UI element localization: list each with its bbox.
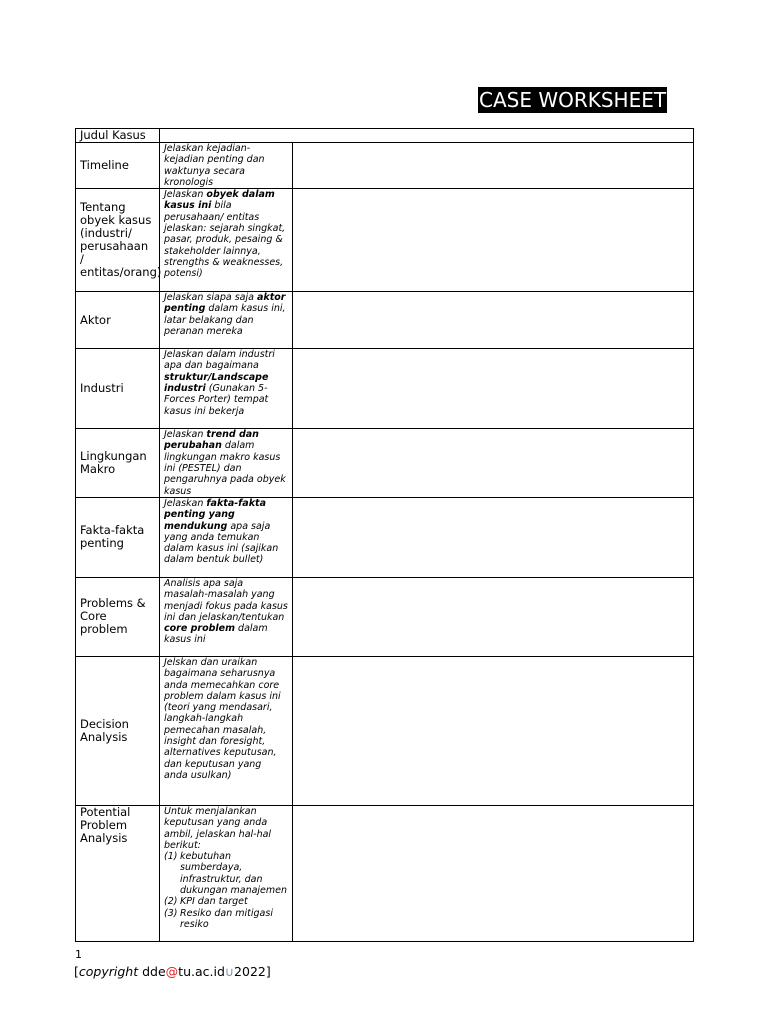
row-label: Decision Analysis: [76, 656, 160, 805]
row-problems: [76, 577, 694, 656]
page-number: 1: [75, 948, 82, 961]
row-label: Timeline: [76, 143, 160, 189]
requirements-list: [164, 851, 288, 930]
row-instruction: Jelaskan dalam industri apa dan bagaimana struktur/Landscape industri (Gunakan 5-Forces Porter) tempat kasus ini bekerja: [160, 349, 293, 429]
row-instruction: Untuk menjalankan keputusan yang anda ambil, jelaskan hal-hal berikut: (1) kebutuhan sumberdaya, infrastruktur, dan dukungan manajemen (2) KPI dan target (3) Resiko dan mitigasi resiko: [160, 805, 293, 941]
judul-kasus-field[interactable]: [160, 129, 694, 143]
row-instruction: Jelaskan kejadian-kejadian penting dan waktunya secara kronologis: [160, 143, 293, 189]
answer-cell[interactable]: [293, 143, 694, 189]
row-instruction: Jelaskan siapa saja aktor penting dalam kasus ini, latar belakang dan peranan mereka: [160, 292, 293, 349]
row-label: Aktor: [76, 292, 160, 349]
answer-cell[interactable]: [293, 189, 694, 292]
list-item: (3) Resiko dan mitigasi resiko: [164, 907, 273, 930]
row-instruction: Jelaskan fakta-fakta penting yang mendukung apa saja yang anda temukan dalam kasus ini (sajikan dalam bentuk bullet): [160, 497, 293, 577]
row-judul-kasus: [76, 129, 694, 143]
row-instruction: Jelaskan trend dan perubahan dalam lingkungan makro kasus ini (PESTEL) dan pengaruhnya pada obyek kasus: [160, 429, 293, 498]
row-instruction: Jelaskan obyek dalam kasus ini bila perusahaan/ entitas jelaskan: sejarah singkat, pasar, produk, pesaing & stakeholder lainnya, strengths & weaknesses, potensi): [160, 189, 293, 292]
row-instruction: Analisis apa saja masalah-masalah yang menjadi fokus pada kasus ini dan jelaskan/tentukan core problem dalam kasus ini: [160, 577, 293, 656]
row-label: Fakta-fakta penting: [76, 497, 160, 577]
row-tentang-obyek: [76, 189, 694, 292]
answer-cell[interactable]: [293, 349, 694, 429]
answer-cell[interactable]: [293, 429, 694, 498]
row-fakta-fakta: [76, 497, 694, 577]
row-label: Potential Problem Analysis: [76, 805, 160, 941]
answer-cell[interactable]: [293, 656, 694, 805]
row-industri: [76, 349, 694, 429]
answer-cell[interactable]: [293, 292, 694, 349]
row-label: Problems & Core problem: [76, 577, 160, 656]
answer-cell[interactable]: [293, 497, 694, 577]
answer-cell[interactable]: [293, 577, 694, 656]
case-worksheet-table: [75, 128, 694, 942]
row-timeline: [76, 143, 694, 189]
row-label: Lingkungan Makro: [76, 429, 160, 498]
row-label: Judul Kasus: [76, 129, 160, 143]
row-aktor: [76, 292, 694, 349]
row-instruction: Jelskan dan uraikan bagaimana seharusnya anda memecahkan core problem dalam kasus ini (teori yang mendasari, langkah-langkah pemecahan masalah, insight dan foresight, alternatives keputusan, dan keputusan yang anda usulkan): [160, 656, 293, 805]
row-decision-analysis: [76, 656, 694, 805]
answer-cell[interactable]: [293, 805, 694, 941]
row-label: Tentang obyek kasus (industri/ perusahaan / entitas/orang): [76, 189, 160, 292]
list-item: (2) KPI dan target: [164, 896, 248, 908]
document-title: CASE WORKSHEET: [479, 88, 667, 112]
row-label: Industri: [76, 349, 160, 429]
row-potential-problem: [76, 805, 694, 941]
list-item: (1) kebutuhan sumberdaya, infrastruktur, dan dukungan manajemen: [164, 851, 288, 897]
footer-copyright: [copyright dde@tu.ac.id∪2022]: [74, 964, 271, 979]
row-lingkungan-makro: [76, 429, 694, 498]
